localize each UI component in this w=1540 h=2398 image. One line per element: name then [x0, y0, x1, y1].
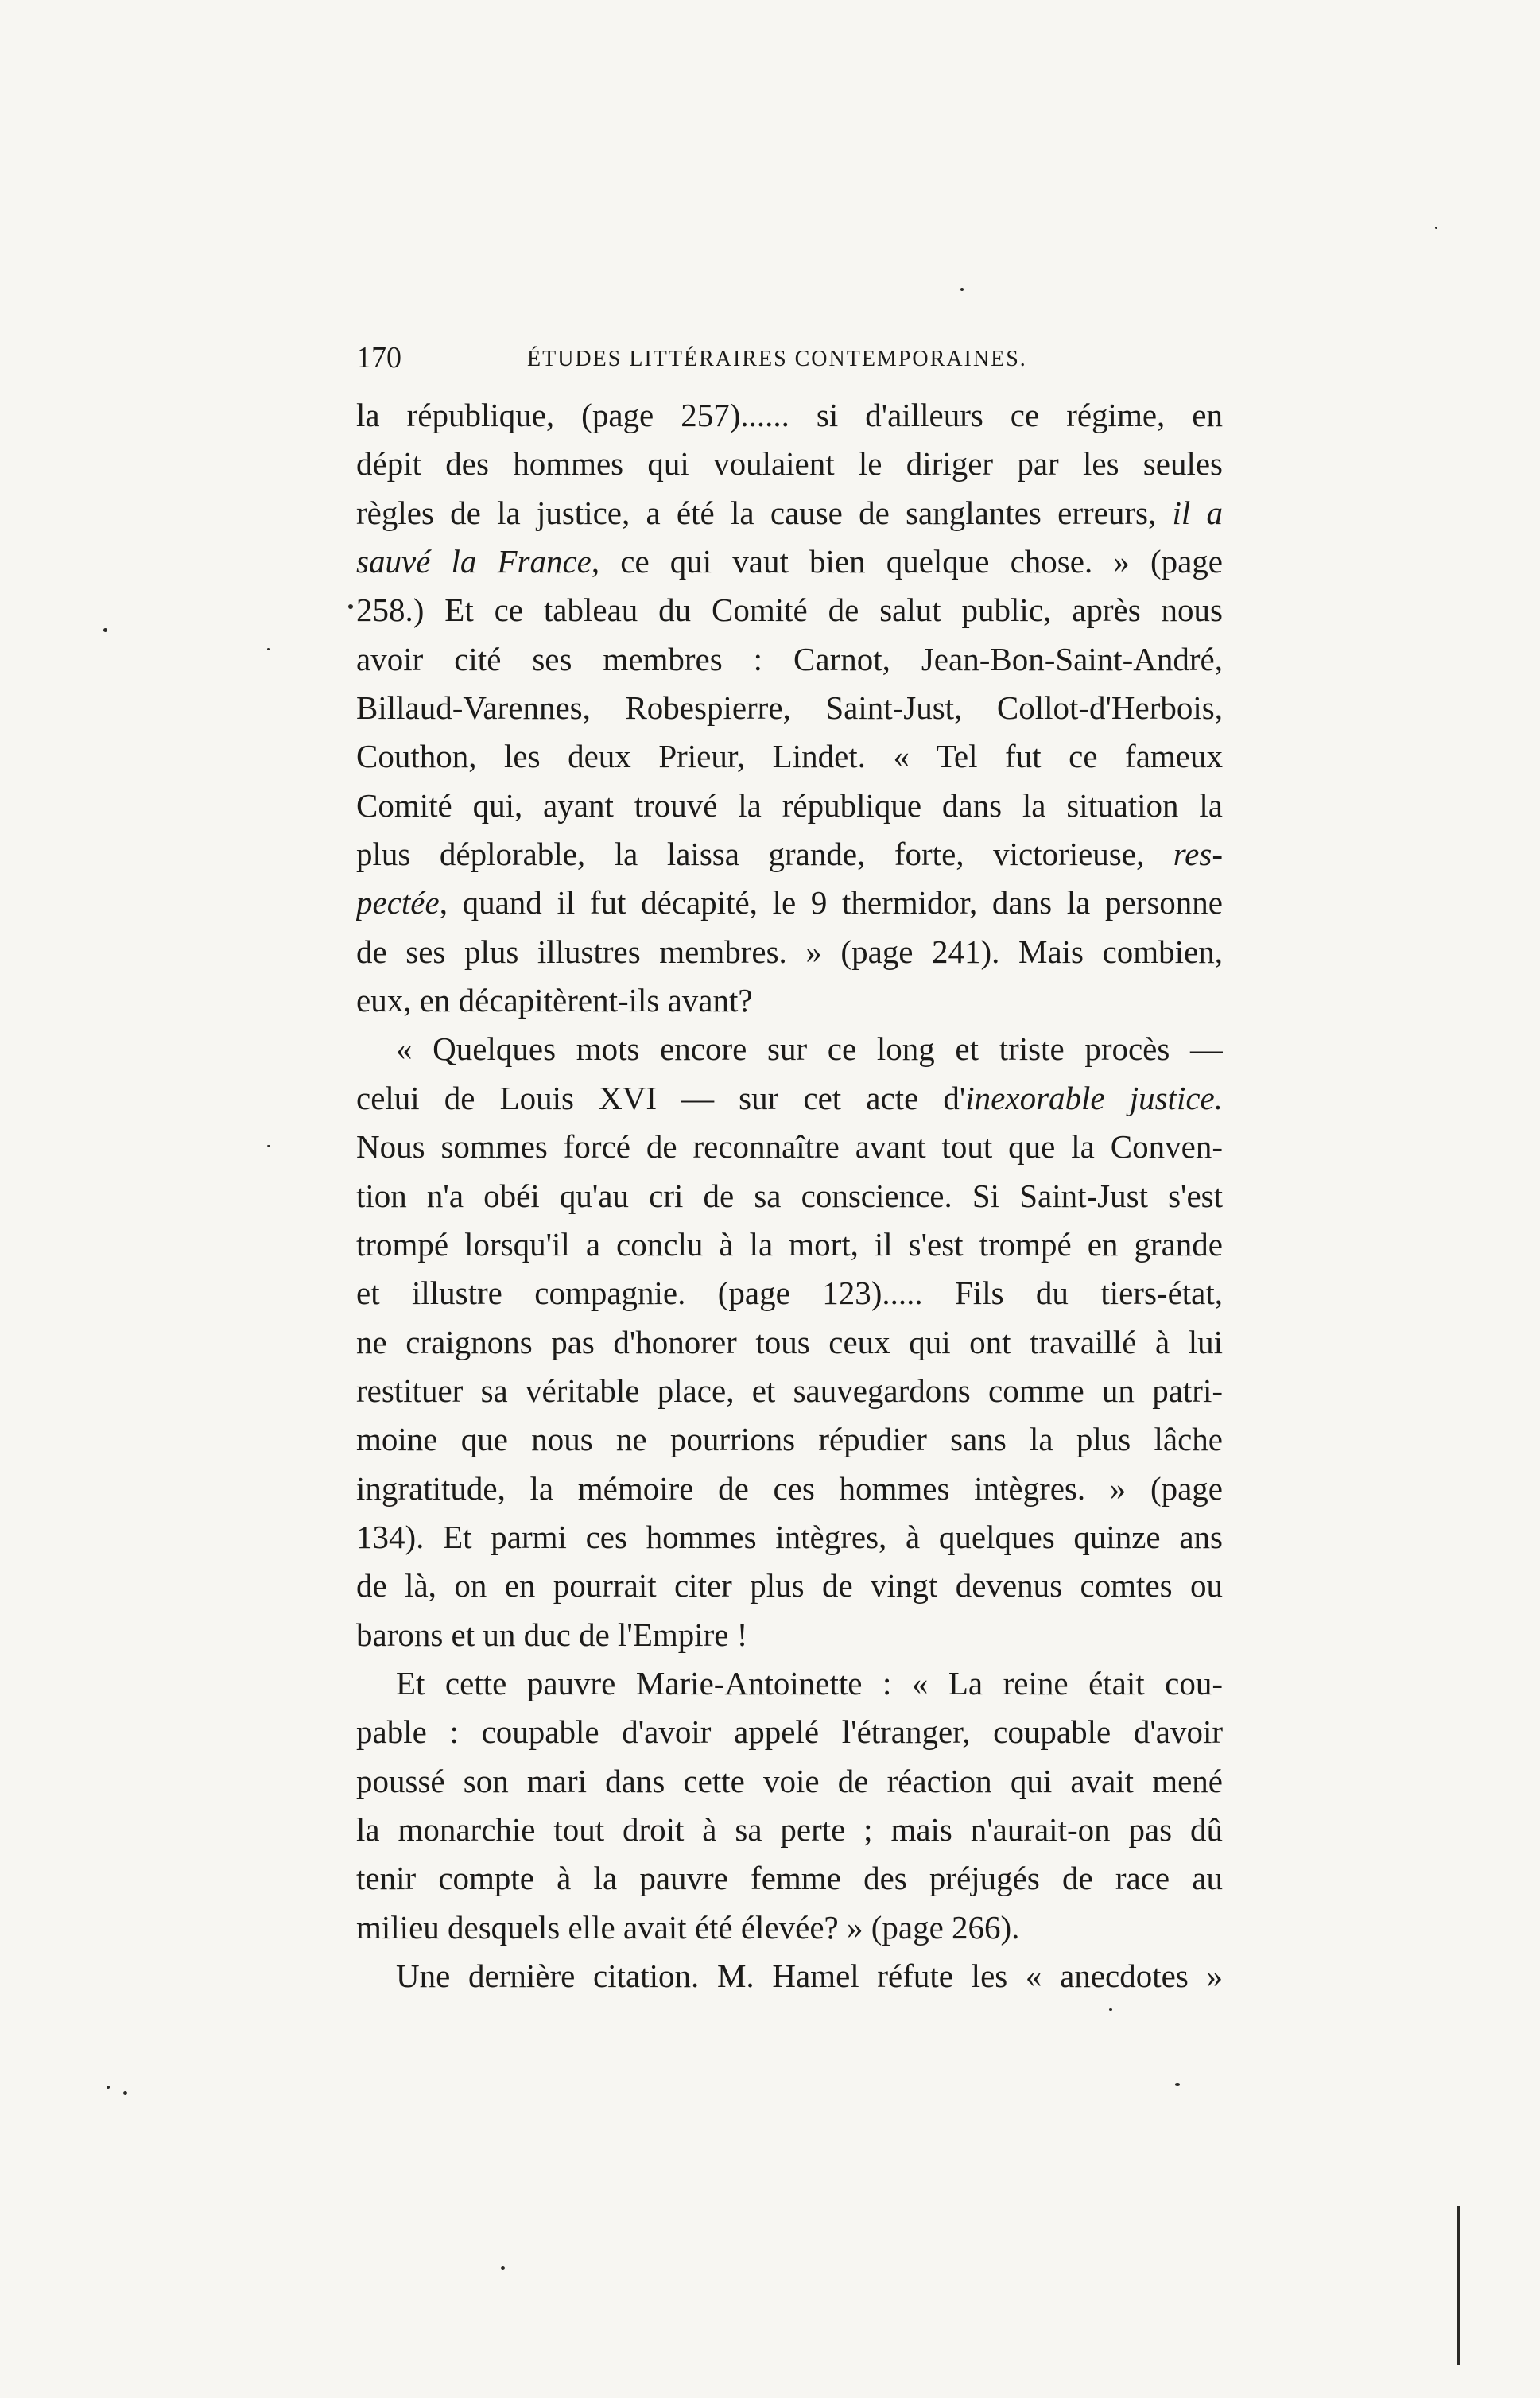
- text-segment: la république, (page 257)...... si d'ailleurs ce régime, en: [356, 397, 1223, 433]
- text-line: [356, 684, 1223, 732]
- scan-speck: [267, 1145, 270, 1147]
- margin-rule: [1457, 2206, 1460, 2365]
- text-line: [356, 1562, 1223, 1610]
- text-segment: celui de Louis XVI — sur cet acte d': [356, 1079, 966, 1116]
- italic-text: inexorable justice.: [965, 1079, 1223, 1116]
- text-segment: milieu desquels elle avait été élevée? » (page 266).: [356, 1908, 1020, 1946]
- text-line: [356, 586, 1223, 634]
- text-line: [356, 1269, 1223, 1317]
- text-line: [356, 1757, 1223, 1806]
- running-title: ÉTUDES LITTÉRAIRES CONTEMPORAINES.: [527, 347, 1027, 371]
- text-line: [356, 830, 1223, 879]
- text-segment: de là, on en pourrait citer plus de vingt devenus comtes ou: [356, 1567, 1223, 1604]
- scan-speck: [1109, 2008, 1112, 2011]
- scan-speck: [501, 2266, 505, 2270]
- italic-text: pectée: [356, 884, 440, 922]
- text-segment: et illustre compagnie. (page 123)..... Fils du tiers-état,: [356, 1275, 1223, 1312]
- text-segment: 258.) Et ce tableau du Comité de salut public, après nous: [356, 592, 1223, 629]
- text-segment: pable : coupable d'avoir appelé l'étranger, coupable d'avoir: [356, 1713, 1223, 1751]
- text-segment: Et cette pauvre Marie-Antoinette : « La reine était cou-: [396, 1664, 1223, 1701]
- page-header: [356, 338, 1223, 378]
- text-segment: plus déplorable, la laissa grande, forte, victorieuse,: [356, 836, 1173, 873]
- text-segment: ingratitude, la mémoire de ces hommes intègres. » (page: [356, 1469, 1223, 1507]
- text-line: [356, 879, 1223, 927]
- text-segment: trompé lorsqu'il a conclu à la mort, il s'est trompé en grande: [356, 1225, 1223, 1263]
- text-line: [356, 489, 1223, 537]
- text-line: [356, 782, 1223, 830]
- text-segment: tion n'a obéi qu'au cri de sa conscience. Si Saint-Just s'est: [356, 1177, 1223, 1214]
- text-line: [356, 1025, 1223, 1073]
- text-line: [356, 732, 1223, 781]
- text-segment: eux, en décapitèrent-ils avant?: [356, 982, 753, 1019]
- italic-text: sauvé la France: [356, 543, 592, 580]
- page-number: 170: [356, 341, 401, 374]
- text-segment: Nous sommes forcé de reconnaître avant tout que la Conven-: [356, 1128, 1223, 1166]
- text-line: [356, 537, 1223, 586]
- text-segment: , quand il fut décapité, le 9 thermidor, dans la personne: [439, 884, 1223, 922]
- scan-speck: [107, 2086, 110, 2089]
- text-segment: la monarchie tout droit à sa perte ; mais n'aurait-on pas dû: [356, 1810, 1223, 1848]
- text-segment: restituer sa véritable place, et sauvegardons comme un patri-: [356, 1372, 1223, 1409]
- text-line: [356, 1074, 1223, 1123]
- text-segment: ne craignons pas d'honorer tous ceux qui ont travaillé à lui: [356, 1323, 1223, 1360]
- text-line: [356, 1806, 1223, 1854]
- text-line: [356, 1611, 1223, 1659]
- text-segment: tenir compte à la pauvre femme des préjugés de race au: [356, 1860, 1223, 1897]
- body-text: [356, 391, 1223, 2000]
- text-segment: barons et un duc de l'Empire !: [356, 1616, 748, 1653]
- text-line: [356, 1123, 1223, 1171]
- text-segment: règles de la justice, a été la cause de sanglantes erreurs,: [356, 494, 1173, 531]
- text-line: [356, 1952, 1223, 2000]
- text-line: [356, 391, 1223, 440]
- text-line: [356, 1465, 1223, 1513]
- scan-speck: [123, 2091, 127, 2095]
- scan-speck: [103, 628, 107, 632]
- text-segment: , ce qui vaut bien quelque chose. » (page: [591, 543, 1223, 580]
- italic-text: res-: [1173, 836, 1223, 873]
- text-segment: « Quelques mots encore sur ce long et triste procès —: [396, 1030, 1223, 1068]
- scan-speck: [1175, 2083, 1180, 2086]
- scan-speck: [1435, 227, 1437, 229]
- text-segment: Billaud-Varennes, Robespierre, Saint-Just, Collot-d'Herbois,: [356, 689, 1223, 727]
- text-segment: dépit des hommes qui voulaient le diriger par les seules: [356, 445, 1223, 483]
- text-line: [356, 1854, 1223, 1903]
- text-line: [356, 1903, 1223, 1952]
- text-segment: 134). Et parmi ces hommes intègres, à quelques quinze ans: [356, 1518, 1223, 1555]
- text-line: [356, 928, 1223, 976]
- text-segment: Une dernière citation. M. Hamel réfute les « anecdotes »: [396, 1958, 1223, 1994]
- text-segment: Couthon, les deux Prieur, Lindet. « Tel fut ce fameux: [356, 738, 1223, 775]
- text-line: [356, 1513, 1223, 1562]
- text-segment: de ses plus illustres membres. » (page 241). Mais combien,: [356, 933, 1223, 970]
- text-segment: Comité qui, ayant trouvé la république dans la situation la: [356, 786, 1223, 824]
- scan-speck: [348, 604, 353, 609]
- text-line: [356, 1172, 1223, 1220]
- text-line: [356, 1220, 1223, 1269]
- text-segment: poussé son mari dans cette voie de réaction qui avait mené: [356, 1762, 1223, 1799]
- text-line: [356, 1367, 1223, 1415]
- text-line: [356, 1659, 1223, 1708]
- scan-speck: [960, 288, 964, 291]
- italic-text: il a: [1172, 494, 1223, 531]
- text-line: [356, 1708, 1223, 1756]
- text-line: [356, 1415, 1223, 1464]
- scan-speck: [267, 648, 270, 650]
- text-segment: avoir cité ses membres : Carnot, Jean-Bon-Saint-André,: [356, 640, 1223, 677]
- text-line: [356, 1318, 1223, 1367]
- text-line: [356, 976, 1223, 1025]
- text-line: [356, 440, 1223, 488]
- text-line: [356, 635, 1223, 684]
- text-segment: moine que nous ne pourrions répudier sans la plus lâche: [356, 1421, 1223, 1458]
